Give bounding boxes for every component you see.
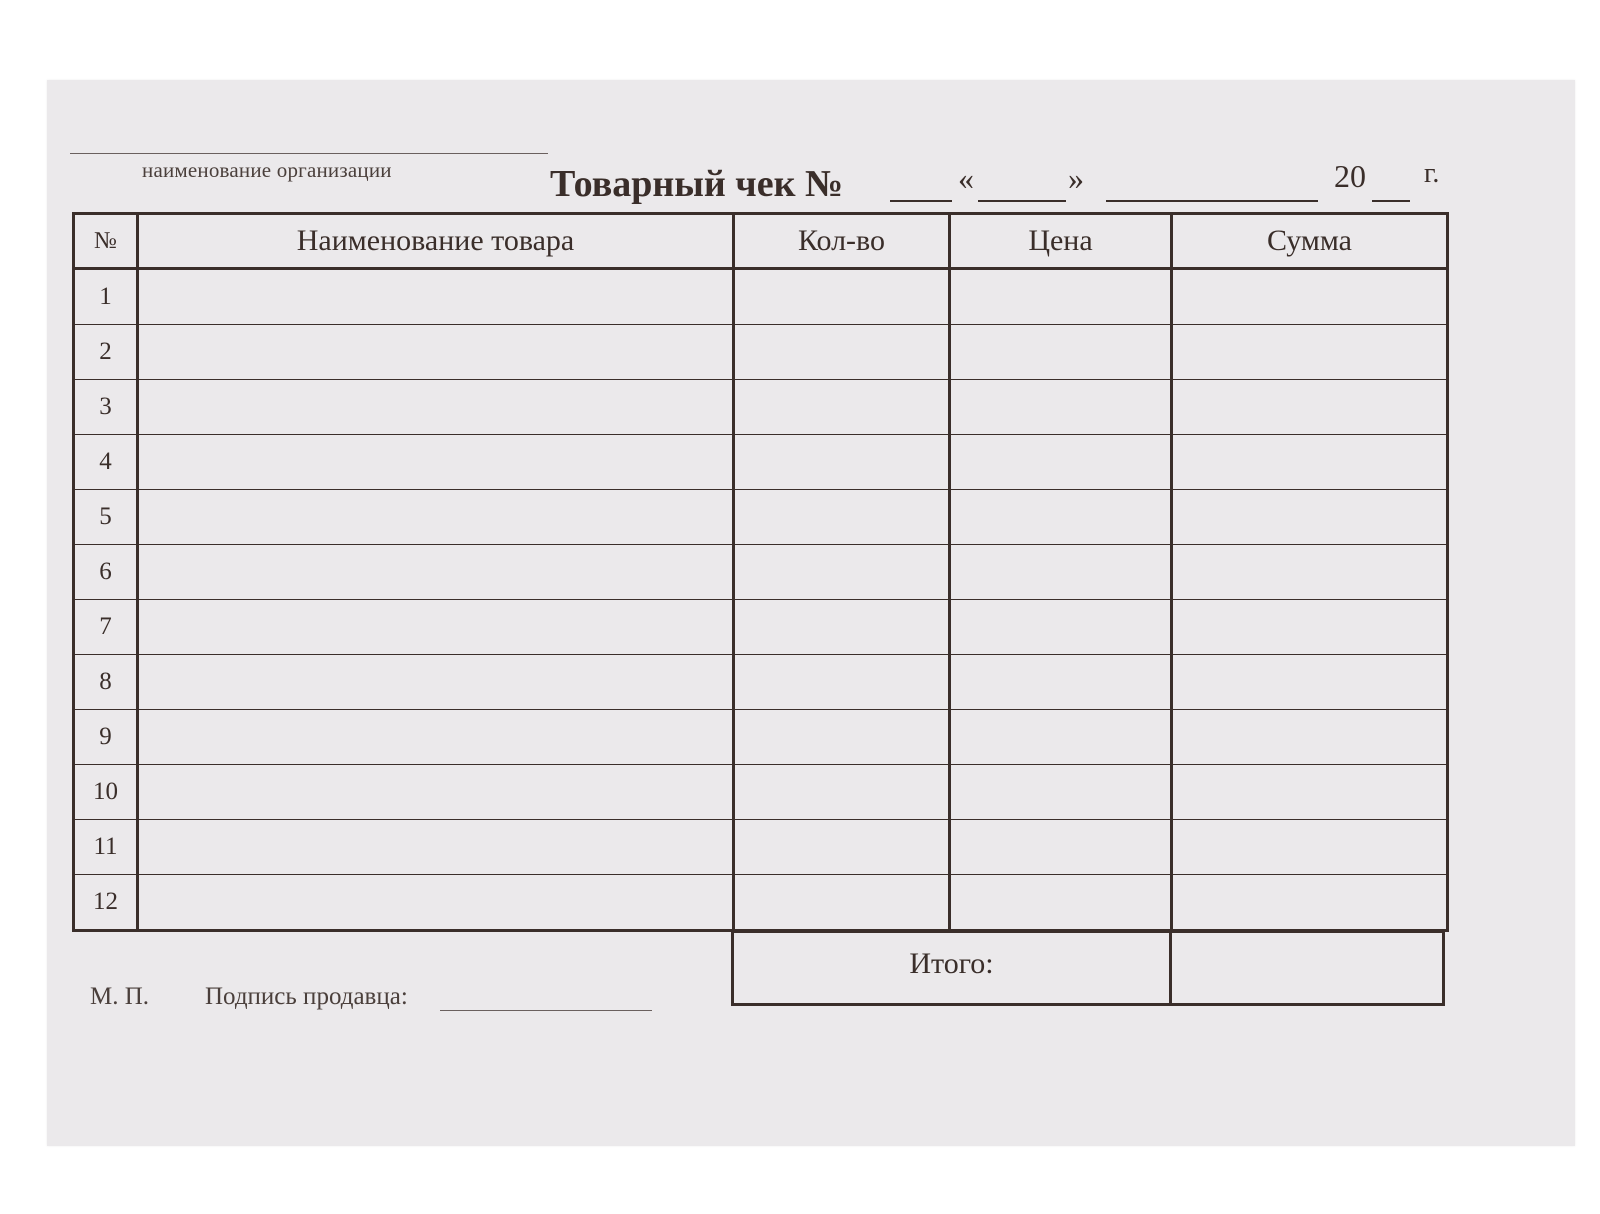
row-number: 2 xyxy=(74,325,138,380)
price-cell[interactable] xyxy=(950,765,1172,820)
row-number: 7 xyxy=(74,600,138,655)
seller-signature-line[interactable] xyxy=(440,1010,652,1011)
product-name-cell[interactable] xyxy=(138,325,734,380)
receipt-title-row xyxy=(550,158,1450,208)
quantity-cell[interactable] xyxy=(734,655,950,710)
row-number: 5 xyxy=(74,490,138,545)
row-number: 3 xyxy=(74,380,138,435)
table-row xyxy=(74,600,1448,655)
total-label: Итого: xyxy=(734,933,1172,1003)
sum-cell[interactable] xyxy=(1172,380,1448,435)
receipt-table xyxy=(72,212,1449,932)
quantity-cell[interactable] xyxy=(734,269,950,325)
receipt-number-blank xyxy=(890,164,952,202)
row-number: 8 xyxy=(74,655,138,710)
sum-cell[interactable] xyxy=(1172,600,1448,655)
year-prefix: 20 xyxy=(1334,158,1366,194)
sum-cell[interactable] xyxy=(1172,655,1448,710)
receipt-table-wrapper xyxy=(72,212,1449,932)
organization-name-caption: наименование организации xyxy=(142,158,392,182)
sum-cell[interactable] xyxy=(1172,490,1448,545)
product-name-cell[interactable] xyxy=(138,269,734,325)
row-number: 10 xyxy=(74,765,138,820)
sum-cell[interactable] xyxy=(1172,875,1448,931)
quantity-cell[interactable] xyxy=(734,325,950,380)
quantity-cell[interactable] xyxy=(734,490,950,545)
table-row xyxy=(74,655,1448,710)
table-row xyxy=(74,545,1448,600)
product-name-cell[interactable] xyxy=(138,820,734,875)
table-row xyxy=(74,820,1448,875)
product-name-cell[interactable] xyxy=(138,490,734,545)
sum-cell[interactable] xyxy=(1172,765,1448,820)
header-price: Цена xyxy=(950,214,1172,269)
price-cell[interactable] xyxy=(950,875,1172,931)
quantity-cell[interactable] xyxy=(734,875,950,931)
row-number: 9 xyxy=(74,710,138,765)
sum-cell[interactable] xyxy=(1172,710,1448,765)
price-cell[interactable] xyxy=(950,820,1172,875)
total-box xyxy=(731,930,1445,1006)
table-row xyxy=(74,710,1448,765)
seller-signature-label: Подпись продавца: xyxy=(205,983,408,1010)
price-cell[interactable] xyxy=(950,545,1172,600)
table-row xyxy=(74,325,1448,380)
header-product-name: Наименование товара xyxy=(138,214,734,269)
close-quote: » xyxy=(1068,160,1084,196)
row-number: 1 xyxy=(74,269,138,325)
sum-cell[interactable] xyxy=(1172,325,1448,380)
year-blank xyxy=(1372,164,1410,202)
quantity-cell[interactable] xyxy=(734,820,950,875)
sum-cell[interactable] xyxy=(1172,545,1448,600)
sum-cell[interactable] xyxy=(1172,269,1448,325)
row-number: 11 xyxy=(74,820,138,875)
product-name-cell[interactable] xyxy=(138,435,734,490)
table-row xyxy=(74,269,1448,325)
table-row xyxy=(74,875,1448,931)
open-quote: « xyxy=(958,160,974,196)
table-row xyxy=(74,490,1448,545)
header-sum: Сумма xyxy=(1172,214,1448,269)
year-suffix: г. xyxy=(1424,158,1440,189)
table-header-row xyxy=(74,214,1448,269)
product-name-cell[interactable] xyxy=(138,600,734,655)
header-number: № xyxy=(74,214,138,269)
row-number: 4 xyxy=(74,435,138,490)
quantity-cell[interactable] xyxy=(734,545,950,600)
receipt-title: Товарный чек № xyxy=(550,163,844,205)
price-cell[interactable] xyxy=(950,600,1172,655)
price-cell[interactable] xyxy=(950,325,1172,380)
quantity-cell[interactable] xyxy=(734,600,950,655)
price-cell[interactable] xyxy=(950,655,1172,710)
organization-name-line xyxy=(70,153,548,154)
month-blank xyxy=(1106,164,1318,202)
sum-cell[interactable] xyxy=(1172,820,1448,875)
product-name-cell[interactable] xyxy=(138,545,734,600)
product-name-cell[interactable] xyxy=(138,875,734,931)
table-row xyxy=(74,380,1448,435)
sum-cell[interactable] xyxy=(1172,435,1448,490)
header-quantity: Кол-во xyxy=(734,214,950,269)
price-cell[interactable] xyxy=(950,380,1172,435)
row-number: 12 xyxy=(74,875,138,931)
price-cell[interactable] xyxy=(950,435,1172,490)
stamp-place-label: М. П. xyxy=(90,983,150,1010)
quantity-cell[interactable] xyxy=(734,710,950,765)
price-cell[interactable] xyxy=(950,710,1172,765)
quantity-cell[interactable] xyxy=(734,765,950,820)
row-number: 6 xyxy=(74,545,138,600)
product-name-cell[interactable] xyxy=(138,710,734,765)
quantity-cell[interactable] xyxy=(734,380,950,435)
total-sum-cell[interactable] xyxy=(1172,933,1442,1003)
table-row xyxy=(74,435,1448,490)
price-cell[interactable] xyxy=(950,269,1172,325)
table-row xyxy=(74,765,1448,820)
product-name-cell[interactable] xyxy=(138,765,734,820)
product-name-cell[interactable] xyxy=(138,655,734,710)
quantity-cell[interactable] xyxy=(734,435,950,490)
product-name-cell[interactable] xyxy=(138,380,734,435)
day-blank xyxy=(978,164,1066,202)
price-cell[interactable] xyxy=(950,490,1172,545)
